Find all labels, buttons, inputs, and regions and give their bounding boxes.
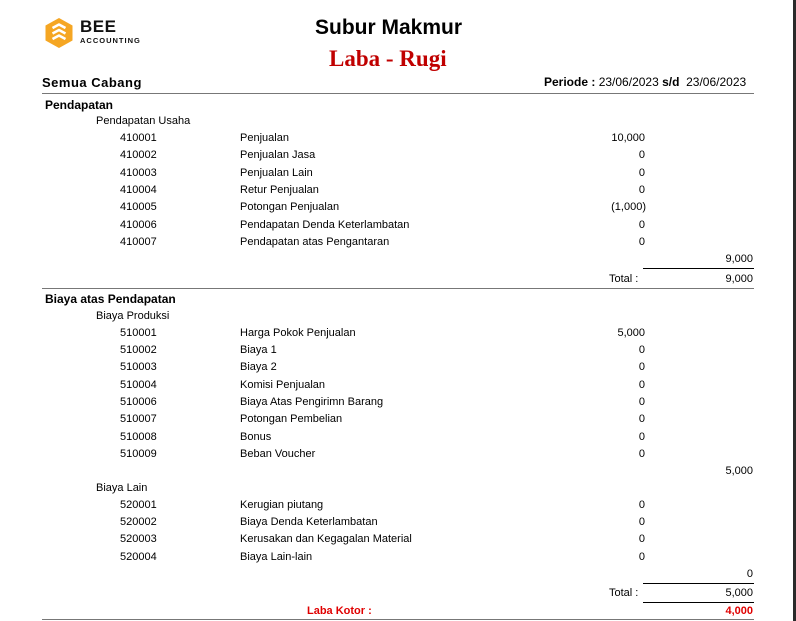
period-to: 23/06/2023 (686, 75, 747, 89)
account-value: 0 (638, 184, 645, 196)
account-row (0, 396, 796, 413)
account-code: 510002 (120, 344, 157, 356)
footer-divider (42, 619, 754, 620)
account-name: Kerugian piutang (240, 499, 324, 511)
period-range (544, 75, 746, 89)
report-title: Laba - Rugi (329, 46, 447, 71)
subtotal-underline (643, 268, 754, 269)
bee-logo-icon (44, 17, 74, 54)
account-code: 410004 (120, 184, 157, 196)
group-subtotal: 0 (746, 568, 753, 580)
total-label: Total : (609, 587, 639, 599)
account-name: Bonus (240, 431, 272, 443)
account-row (0, 448, 796, 465)
account-name: Biaya Lain-lain (240, 551, 313, 563)
account-row (0, 149, 796, 166)
account-code: 410006 (120, 219, 157, 231)
account-row (0, 219, 796, 236)
account-name: Komisi Penjualan (240, 379, 325, 391)
account-row (0, 413, 796, 430)
account-code: 520001 (120, 499, 157, 511)
account-value: 0 (638, 396, 645, 408)
account-row (0, 184, 796, 201)
account-row (0, 201, 796, 218)
header-divider (42, 93, 754, 94)
account-name: Biaya Atas Pengirimn Barang (240, 396, 384, 408)
total-underline (643, 602, 754, 603)
account-code: 510007 (120, 413, 157, 425)
account-value: 0 (638, 448, 645, 460)
account-value: 0 (638, 361, 645, 373)
account-code: 410007 (120, 236, 157, 248)
group-title-biaya-lain: Biaya Lain (96, 482, 148, 494)
account-code: 510001 (120, 327, 157, 339)
account-value: (1,000) (611, 201, 646, 213)
group-subtotal: 5,000 (725, 465, 753, 477)
section-title-pendapatan: Pendapatan (45, 98, 114, 112)
account-name: Potongan Penjualan (240, 201, 340, 213)
branch-label: Semua Cabang (42, 75, 142, 90)
account-name: Penjualan Lain (240, 167, 313, 179)
account-value: 0 (638, 533, 645, 545)
account-value: 0 (638, 379, 645, 391)
account-row (0, 132, 796, 149)
period-separator: s/d (662, 75, 680, 89)
account-row (0, 327, 796, 344)
total-label: Total : (609, 273, 639, 285)
section-divider (42, 288, 754, 289)
account-code: 520004 (120, 551, 157, 563)
account-row (0, 431, 796, 448)
account-code: 410005 (120, 201, 157, 213)
account-code: 520002 (120, 516, 157, 528)
period-from: 23/06/2023 (598, 75, 659, 89)
account-code: 510006 (120, 396, 157, 408)
account-code: 520003 (120, 533, 157, 545)
section-total: 5,000 (725, 587, 753, 599)
laba-kotor-label: Laba Kotor : (307, 605, 372, 617)
account-name: Kerusakan dan Kegagalan Material (240, 533, 412, 545)
account-row (0, 516, 796, 533)
section-title-biaya: Biaya atas Pendapatan (45, 292, 176, 306)
account-name: Pendapatan atas Pengantaran (240, 236, 390, 248)
account-value: 0 (638, 219, 645, 231)
subtotal-underline (643, 583, 754, 584)
account-value: 0 (638, 149, 645, 161)
account-name: Biaya Denda Keterlambatan (240, 516, 378, 528)
account-code: 510003 (120, 361, 157, 373)
logo-wordmark (80, 18, 141, 45)
account-name: Penjualan (240, 132, 289, 144)
account-code: 510009 (120, 448, 157, 460)
account-row (0, 361, 796, 378)
logo-subtitle: ACCOUNTING (80, 36, 141, 45)
account-value: 0 (638, 167, 645, 179)
account-value: 0 (638, 551, 645, 563)
group-title-biaya-produksi: Biaya Produksi (96, 310, 170, 322)
account-row (0, 236, 796, 253)
period-label: Periode : (544, 75, 596, 89)
account-name: Potongan Pembelian (240, 413, 343, 425)
account-row (0, 533, 796, 550)
account-name: Beban Voucher (240, 448, 316, 460)
account-row (0, 344, 796, 361)
account-code: 510004 (120, 379, 157, 391)
account-value: 0 (638, 516, 645, 528)
account-row (0, 167, 796, 184)
account-name: Pendapatan Denda Keterlambatan (240, 219, 410, 231)
account-value: 10,000 (611, 132, 645, 144)
account-value: 0 (638, 236, 645, 248)
account-code: 510008 (120, 431, 157, 443)
account-code: 410002 (120, 149, 157, 161)
group-subtotal: 9,000 (725, 253, 753, 265)
account-row (0, 379, 796, 396)
logo-name: BEE (80, 17, 117, 36)
account-row (0, 551, 796, 568)
account-name: Biaya 1 (240, 344, 277, 356)
group-title-pendapatan-usaha: Pendapatan Usaha (96, 115, 191, 127)
account-name: Biaya 2 (240, 361, 277, 373)
account-name: Penjualan Jasa (240, 149, 316, 161)
account-row (0, 499, 796, 516)
account-name: Retur Penjualan (240, 184, 319, 196)
laba-kotor-value: 4,000 (725, 605, 753, 617)
account-value: 0 (638, 413, 645, 425)
account-value: 0 (638, 431, 645, 443)
account-value: 0 (638, 499, 645, 511)
section-total: 9,000 (725, 273, 753, 285)
company-name: Subur Makmur (315, 16, 463, 39)
account-code: 410001 (120, 132, 157, 144)
account-value: 0 (638, 344, 645, 356)
account-value: 5,000 (617, 327, 645, 339)
account-name: Harga Pokok Penjualan (240, 327, 356, 339)
account-code: 410003 (120, 167, 157, 179)
